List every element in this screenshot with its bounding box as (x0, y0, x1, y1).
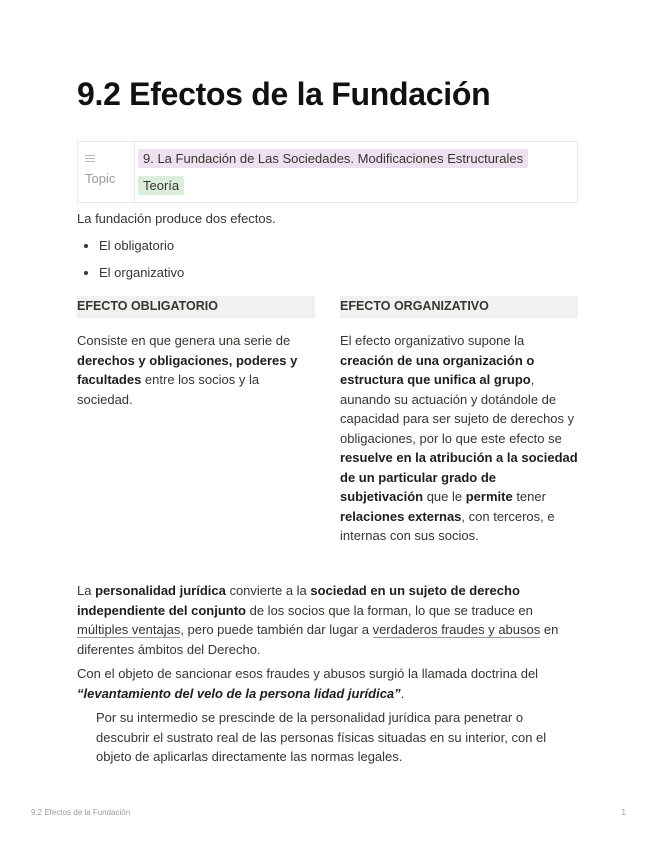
page-title: 9.2 Efectos de la Fundación (77, 76, 491, 112)
property-key-label: Topic (85, 171, 116, 186)
list-item: • El organizativo (99, 263, 184, 283)
intro-text: La fundación produce dos efectos. (77, 211, 276, 226)
list-icon (85, 155, 95, 164)
topic-tag[interactable]: 9. La Fundación de Las Sociedades. Modificaciones Estructurales (138, 149, 528, 168)
column-text: El efecto organizativo supone la creación de una organización o estructura que unifica al grupo, aunando su actuación y dotándole de capacidad para ser sujeto de derechos y obligaciones, por lo que este efecto se resuelve en la atribución a la sociedad de un particular grado de subjetivación que le permite tener relaciones externas, con terceros, e internas con sus socios. (340, 333, 578, 543)
column-obligatorio (77, 296, 315, 409)
type-tag[interactable]: Teoría (138, 176, 184, 195)
footer-title: 9.2 Efectos de la Fundación (31, 808, 131, 817)
link-fraudes-abusos[interactable]: verdaderos fraudes y abusos (372, 622, 541, 637)
effects-list (77, 236, 184, 289)
column-organizativo (340, 296, 578, 546)
paragraph-personalidad: La personalidad jurídica convierte a la sociedad en un sujeto de derecho independiente del conjunto de los socios que la forman, lo que se traduce en múltiples ventajas, pero puede también dar lugar a verdaderos fraudes y abusos en diferentes ámbitos del Derecho. (77, 583, 559, 657)
property-key (78, 142, 135, 202)
properties-block (77, 141, 578, 203)
link-multiples-ventajas[interactable]: múltiples ventajas (77, 622, 181, 637)
footer-page-number: 1 (621, 808, 626, 817)
quote-block: Por su intermedio se prescinde de la personalidad jurídica para penetrar o descubrir el sustrato real de las personas físicas situadas en su interior, con el objeto de aplicarlas directamente las normas legales. (96, 710, 547, 764)
column-heading: EFECTO ORGANIZATIVO (340, 296, 578, 318)
list-item: • El obligatorio (99, 236, 184, 256)
paragraph-doctrina: Con el objeto de sancionar esos fraudes y abusos surgió la llamada doctrina del “levantamiento del velo de la persona lidad jurídica”. (77, 666, 539, 701)
column-text: Consiste en que genera una serie de derechos y obligaciones, poderes y facultades entre los socios y la sociedad. (77, 333, 298, 407)
column-heading: EFECTO OBLIGATORIO (77, 296, 315, 318)
